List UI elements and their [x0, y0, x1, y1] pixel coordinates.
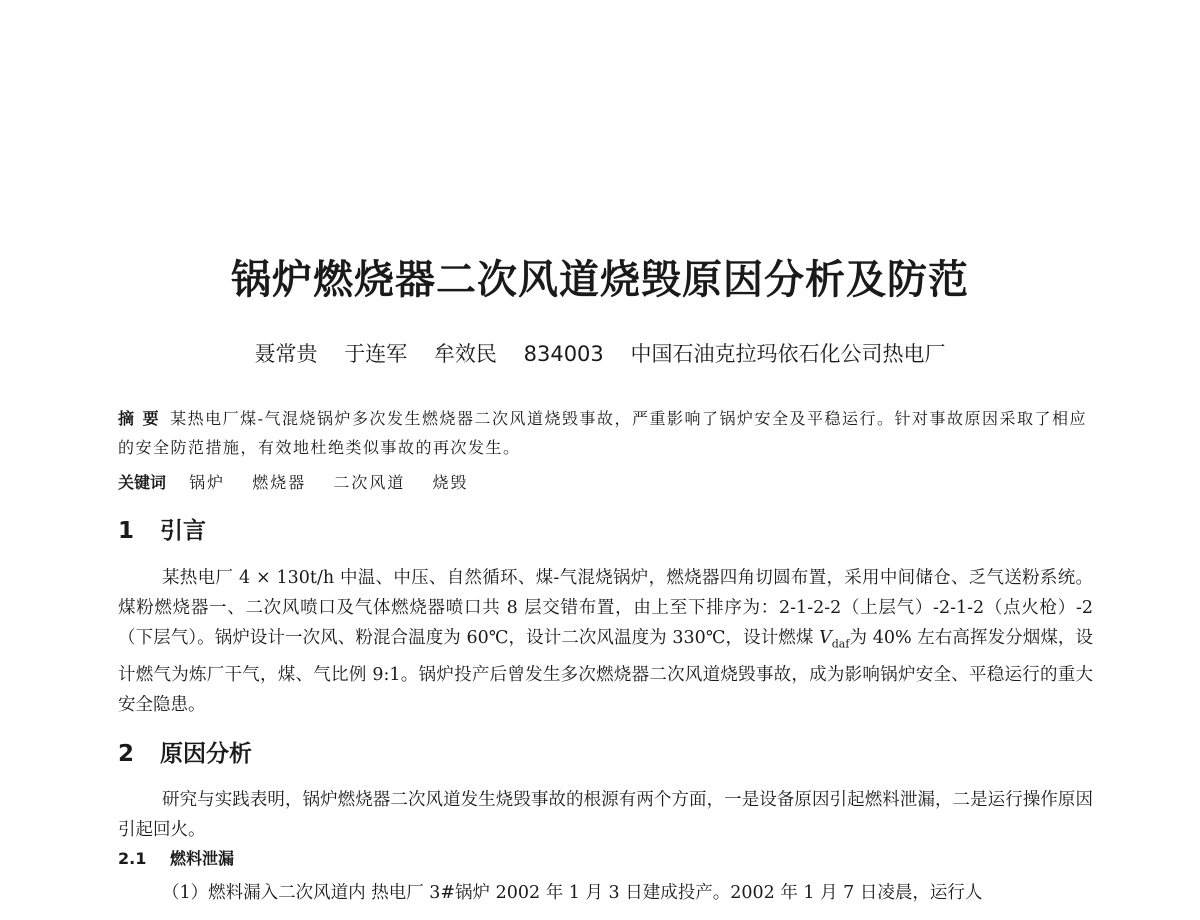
keyword: 锅炉 — [189, 473, 226, 492]
keywords-label: 关键词 — [118, 473, 167, 492]
keyword: 二次风道 — [333, 473, 406, 492]
variable-symbol: V — [819, 628, 832, 648]
paragraph-text-part: 为 40% 左右高挥发分烟煤，设计燃气为炼厂干气，煤、气比例 9:1。锅炉投产后曾发生多次燃烧器二次风道烧毁事故，成为影响锅炉安全、平稳运行的重大安全隐患。 — [118, 628, 1093, 715]
subsection-paragraph-partial: （1）燃料漏入二次风道内 热电厂 3#锅炉 2002 年 1 月 3 日建成投产。2002 年 1 月 7 日凌晨，运行人 — [162, 883, 983, 903]
section-heading-2 — [118, 735, 252, 768]
section-1-paragraph — [118, 563, 1093, 720]
abstract-label: 摘 要 — [118, 409, 161, 428]
keywords — [118, 468, 1098, 497]
keyword: 烧毁 — [432, 473, 469, 492]
paper-title: 锅炉燃烧器二次风道烧毁原因分析及防范 — [231, 257, 969, 303]
subsection-title: 燃料泄漏 — [170, 849, 235, 868]
paragraph-text-part: 某热电厂 4 × 130t/h 中温、中压、自然循环、煤-气混烧锅炉，燃烧器四角切圆布置，采用中间储仓、乏气送粉系统。煤粉燃烧器一、二次风喷口及气体燃烧器喷口共 8 层交错布置，由上至下排序为：2-1-2-2（上层气）-2-1-2（点火枪）-2（下层气）。锅炉设计一次风、粉混合温度为 60℃，设计二次风温度为 330℃，设计燃煤 — [118, 568, 1093, 648]
variable-subscript: daf — [831, 637, 850, 651]
subsection-heading — [118, 846, 234, 869]
section-title: 原因分析 — [160, 741, 252, 767]
section-number: 1 — [118, 518, 135, 544]
author-affiliation-line: 聂常贵 于连军 牟效民 834003 中国石油克拉玛依石化公司热电厂 — [254, 342, 946, 366]
subsection-number: 2.1 — [118, 849, 147, 868]
section-2-paragraph: 研究与实践表明，锅炉燃烧器二次风道发生烧毁事故的根源有两个方面，一是设备原因引起燃料泄漏，二是运行操作原因引起回火。 — [118, 790, 1093, 840]
abstract-text: 某热电厂煤-气混烧锅炉多次发生燃烧器二次风道烧毁事故，严重影响了锅炉安全及平稳运行。针对事故原因采取了相应的安全防范措施，有效地杜绝类似事故的再次发生。 — [118, 409, 1087, 457]
section-number: 2 — [118, 741, 135, 767]
section-heading-1 — [118, 512, 206, 545]
section-title: 引言 — [160, 518, 206, 544]
abstract — [118, 404, 1098, 462]
keyword: 燃烧器 — [252, 473, 307, 492]
